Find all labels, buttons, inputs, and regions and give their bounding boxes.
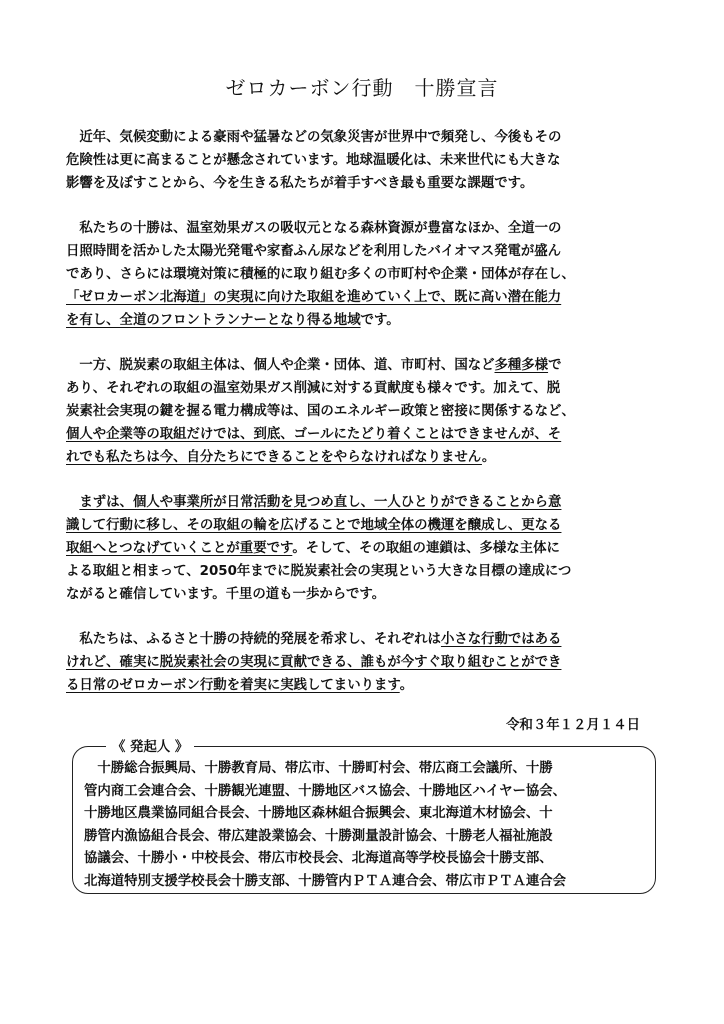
initiators-list [84, 758, 650, 893]
underlined-text: 「ゼロカーボン北海道」の実現に向けた取組を進めていく上で、既に高い潜在能力 [66, 290, 562, 305]
underlined-text: 個人や企業等の取組だけでは、到底、ゴールにたどり着くことはできませんが、そ [66, 427, 562, 442]
text-line [66, 560, 666, 583]
text-segment: 。 [399, 678, 414, 693]
text-segment: で [548, 358, 562, 373]
underlined-text: 取組へとつなげていくことが重要です [66, 541, 293, 556]
text-line [66, 674, 666, 697]
text-segment: 。そして、その取組の連鎖は、多様な主体に [292, 541, 560, 556]
text-line [66, 309, 666, 332]
text-line [66, 126, 666, 149]
text-segment: 影響を及ぼすことから、今を生きる私たちが着手すべき最も重要な課題です。 [66, 176, 534, 191]
text-segment: 私たちは、ふるさと十勝の持続的発展を希求し、それぞれは [66, 632, 441, 647]
text-line [66, 240, 666, 263]
text-line [66, 354, 666, 377]
underlined-text: を有し、全道のフロントランナーとなり得る地域 [66, 313, 361, 328]
underlined-text: れでも私たちは今、自分たちにできることをやらなければなりません [66, 450, 482, 465]
initiators-label: 《 発起人 》 [106, 736, 194, 755]
text-segment: あり、それぞれの取組の温室効果ガス削減に対する貢献度も様々です。加えて、脱 [66, 381, 561, 396]
text-segment: です。 [360, 313, 400, 328]
underlined-text: 多種多様 [494, 358, 549, 373]
underlined-text: 識して行動に移し、その取組の輪を広げることで地域全体の機運を醸成し、更なる [66, 518, 562, 533]
paragraph [66, 628, 666, 697]
text-line [66, 651, 666, 674]
text-line [66, 172, 666, 195]
text-segment: 危険性は更に高まることが懸念されています。地球温暖化は、未来世代にも大きな [66, 153, 561, 168]
declaration-body [66, 126, 666, 719]
text-segment: 。 [481, 450, 496, 465]
text-line [66, 514, 666, 537]
text-segment: 炭素社会実現の鍵を握る電力構成等は、国のエネルギー政策と密接に関係するなど、 [66, 404, 575, 419]
initiators-line: 勝管内漁協組合長会、帯広建設業協会、十勝測量設計協会、十勝老人福祉施設 [84, 828, 553, 844]
initiators-line: 管内商工会連合会、十勝観光連盟、十勝地区バス協会、十勝地区ハイヤー協会、 [84, 783, 567, 799]
text-segment: であり、さらには環境対策に積極的に取り組む多くの市町村や企業・団体が存在し、 [66, 267, 575, 282]
text-line [66, 217, 666, 240]
underlined-text: まずは、個人や事業所が日常活動を見つめ直し、一人ひとりができることから意 [79, 495, 562, 510]
text-line [66, 286, 666, 309]
text-line [66, 446, 666, 469]
text-line [66, 377, 666, 400]
text-segment: 私たちの十勝は、温室効果ガスの吸収元となる森林資源が豊富なほか、全道一の [66, 221, 562, 236]
text-line [66, 491, 666, 514]
text-segment: 近年、気候変動による豪雨や猛暑などの気象災害が世界中で頻発し、今後もその [66, 130, 562, 145]
initiators-line: 協議会、十勝小・中校長会、帯広市校長会、北海道高等学校長協会十勝支部、 [84, 851, 553, 866]
page-title: ゼロカーボン行動 十勝宣言 [225, 76, 499, 100]
underlined-text: けれど、確実に脱炭素社会の実現に貢献できる、誰もが今すぐ取り組むことができ [66, 655, 562, 670]
text-segment: 日照時間を活かした太陽光発電や家畜ふん尿などを利用したバイオマス発電が盛ん [66, 244, 562, 259]
paragraph [66, 126, 666, 195]
declaration-date: 令和３年１２月１４日 [506, 718, 640, 733]
text-segment: ながると確信しています。千里の道も一歩からです。 [66, 587, 386, 602]
text-line [66, 400, 666, 423]
text-segment: よる取組と相まって、2050年までに脱炭素社会の実現という大きな目標の達成につ [66, 564, 572, 579]
underlined-text: 小さな行動ではある [440, 632, 562, 647]
paragraph [66, 354, 666, 469]
text-line [66, 263, 666, 286]
underlined-text: る日常のゼロカーボン行動を着実に実践してまいります [66, 678, 400, 693]
initiators-line: 十勝地区農業協同組合長会、十勝地区森林組合振興会、東北海道木材協会、十 [84, 806, 553, 821]
text-segment: 一方、脱炭素の取組主体は、個人や企業・団体、道、市町村、国など [66, 358, 495, 373]
text-line [66, 537, 666, 560]
initiators-line: 北海道特別支援学校長会十勝支部、十勝管内ＰＴＡ連合会、帯広市ＰＴＡ連合会 [84, 873, 567, 889]
text-segment [66, 495, 79, 510]
text-line [66, 628, 666, 651]
paragraph [66, 217, 666, 332]
text-line [66, 583, 666, 606]
paragraph [66, 491, 666, 606]
text-line [66, 423, 666, 446]
text-line [66, 149, 666, 172]
initiators-line: 十勝総合振興局、十勝教育局、帯広市、十勝町村会、帯広商工会議所、十勝 [84, 761, 553, 776]
